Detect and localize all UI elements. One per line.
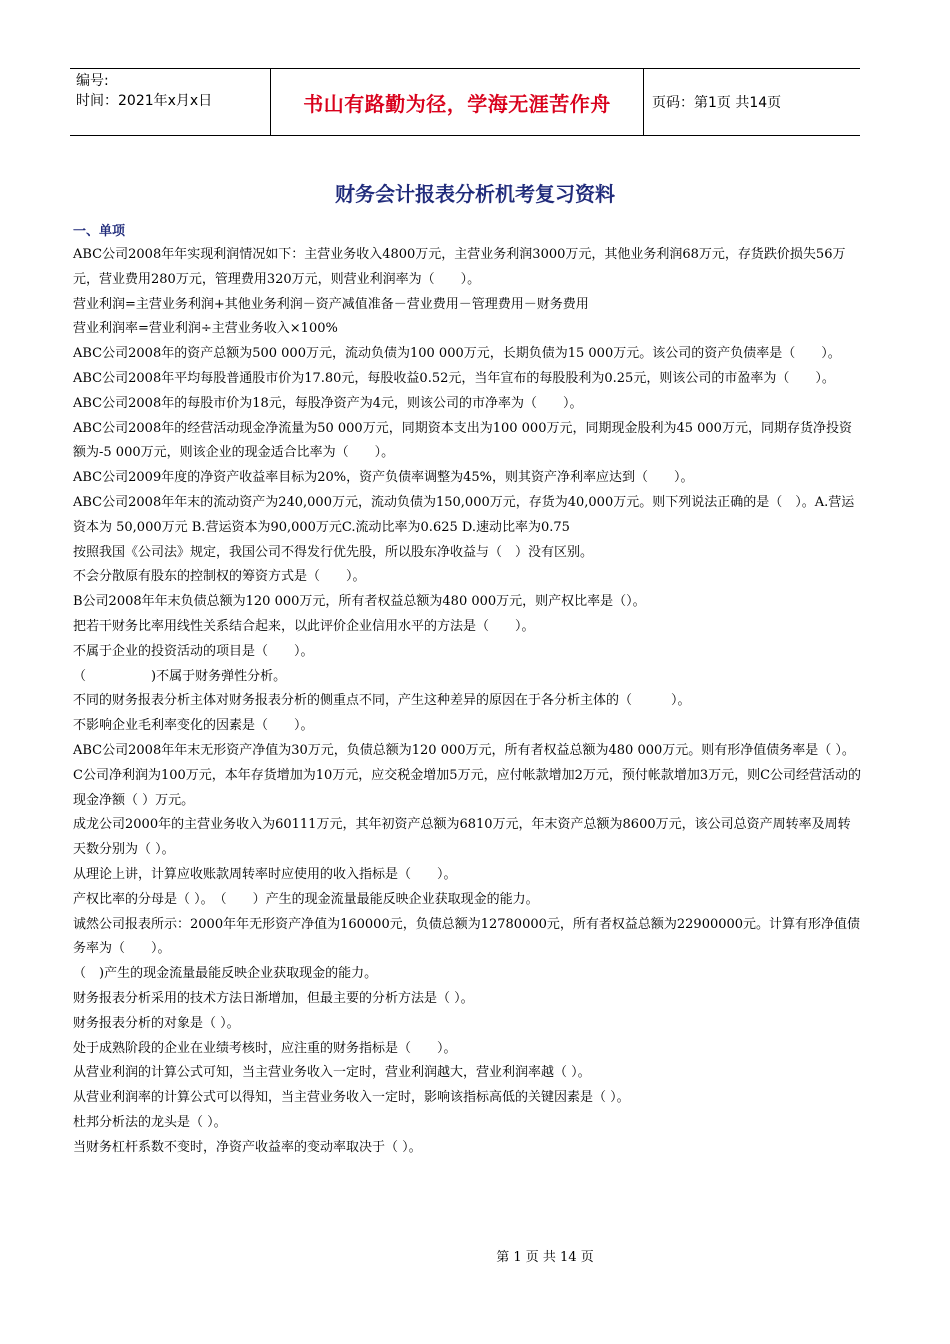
question-paragraph: （ )不属于财务弹性分析。 xyxy=(73,668,287,684)
question-paragraph: 把若干财务比率用线性关系结合起来，以此评价企业信用水平的方法是（ ）。 xyxy=(73,618,535,634)
question-paragraph: 不会分散原有股东的控制权的筹资方式是（ ）。 xyxy=(73,569,366,585)
question-paragraph: ABC公司2008年平均每股普通股市价为17.80元，每股收益0.52元，当年宣布的每股股利为0.25元，则该公司的市盈率为（ ）。 xyxy=(73,370,835,386)
question-paragraph: ABC公司2008年的资产总额为500 000万元，流动负债为100 000万元，长期负债为15 000万元。该公司的资产负债率是（ ）。 xyxy=(73,346,841,362)
question-paragraph: 杜邦分析法的龙头是（ ）。 xyxy=(73,1114,227,1130)
question-paragraph: ABC公司2008年年末无形资产净值为30万元，负债总额为120 000万元，所有者权益总额为480 000万元。则有形净值债务率是（ ）。 xyxy=(73,742,855,758)
question-paragraph: ABC公司2008年的经营活动现金净流量为50 000万元，同期资本支出为100 000万元，同期现金股利为45 000万元，同期存货净投资额为-5 000万元，则该企业的现金适合比率为（ ）。 xyxy=(73,420,852,461)
footer-page-number: 第 1 页 共 14 页 xyxy=(496,1250,594,1265)
question-paragraph: 诚然公司报表所示：2000年年无形资产净值为160000元，负债总额为12780000元，所有者权益总额为22900000元。计算有形净值债务率为（ ）。 xyxy=(73,916,861,957)
question-paragraph: ABC公司2008年年实现利润情况如下：主营业务收入4800万元，主营业务利润3000万元，其他业务利润68万元，存货跌价损失56万元，营业费用280万元，管理费用320万元，则营业利润率为（ ）。 xyxy=(73,247,846,287)
document-title: 财务会计报表分析机考复习资料 xyxy=(335,182,615,206)
header-page-info: 页码：第1页 共14页 xyxy=(652,95,782,111)
question-paragraph: 按照我国《公司法》规定，我国公司不得发行优先股，所以股东净收益与（ ）没有区别。 xyxy=(73,544,594,560)
question-paragraph: （ )产生的现金流量最能反映企业获取现金的能力。 xyxy=(73,966,378,982)
question-paragraph: 不同的财务报表分析主体对财务报表分析的侧重点不同，产生这种差异的原因在于各分析主体的（ ）。 xyxy=(73,693,691,709)
question-paragraph: 营业利润=主营业务利润+其他业务利润－资产减值准备－营业费用－管理费用－财务费用 xyxy=(73,296,589,312)
page-footer xyxy=(0,1246,950,1265)
number-label: 编号: xyxy=(76,73,109,89)
question-paragraph: ABC公司2009年度的净资产收益率目标为20%，资产负债率调整为45%，则其资产净利率应达到（ ）。 xyxy=(73,470,694,486)
question-paragraph: 产权比率的分母是（ ）。 （ ）产生的现金流量最能反映企业获取现金的能力。 xyxy=(73,891,539,907)
header-motto: 书山有路勤为径，学海无涯苦作舟 xyxy=(270,69,644,135)
question-paragraph: 不属于企业的投资活动的项目是（ ）。 xyxy=(73,643,314,659)
question-paragraph: 当财务杠杆系数不变时，净资产收益率的变动率取决于（ ）。 xyxy=(73,1139,422,1155)
question-paragraph: B公司2008年年末负债总额为120 000万元，所有者权益总额为480 000万元，则产权比率是（）。 xyxy=(73,594,646,610)
question-paragraph: 成龙公司2000年的主营业务收入为60111万元，其年初资产总额为6810万元，年末资产总额为8600万元，该公司总资产周转率及周转天数分别为（ ）。 xyxy=(73,817,851,858)
question-paragraph: 营业利润率=营业利润÷主营业务收入×100% xyxy=(73,321,338,337)
question-paragraph: 处于成熟阶段的企业在业绩考核时，应注重的财务指标是（ ）。 xyxy=(73,1040,457,1056)
question-paragraph: C公司净利润为100万元，本年存货增加为10万元，应交税金增加5万元，应付帐款增加2万元，预付帐款增加3万元，则C公司经营活动的现金净额（ ）万元。 xyxy=(73,767,862,808)
question-paragraph: 财务报表分析的对象是（ ）。 xyxy=(73,1015,240,1031)
section-heading: 一、单项 xyxy=(73,224,126,239)
time-label: 时间：2021年x月x日 xyxy=(76,93,213,109)
header-meta xyxy=(70,69,270,135)
question-paragraph: 不影响企业毛利率变化的因素是（ ）。 xyxy=(73,718,314,734)
question-paragraph: 从理论上讲，计算应收账款周转率时应使用的收入指标是（ ）。 xyxy=(73,866,457,882)
header-table xyxy=(70,68,860,136)
question-list xyxy=(73,243,863,1160)
question-paragraph: 从营业利润率的计算公式可以得知，当主营业务收入一定时，影响该指标高低的关键因素是（ ）。 xyxy=(73,1090,630,1106)
question-paragraph: ABC公司2008年年末的流动资产为240,000万元，流动负债为150,000万元，存货为40,000万元。则下列说法正确的是（ ）。A.营运资本为 50,000万元 B.营运资本为90,000万元C.流动比率为0.625 D.速动比率为0.75 xyxy=(73,494,855,535)
question-paragraph: 财务报表分析采用的技术方法日渐增加，但最主要的分析方法是（ ）。 xyxy=(73,990,474,1006)
question-paragraph: 从营业利润的计算公式可知，当主营业务收入一定时，营业利润越大，营业利润率越（ ）。 xyxy=(73,1065,591,1081)
question-paragraph: ABC公司2008年的每股市价为18元，每股净资产为4元，则该公司的市净率为（ ）。 xyxy=(73,395,583,411)
